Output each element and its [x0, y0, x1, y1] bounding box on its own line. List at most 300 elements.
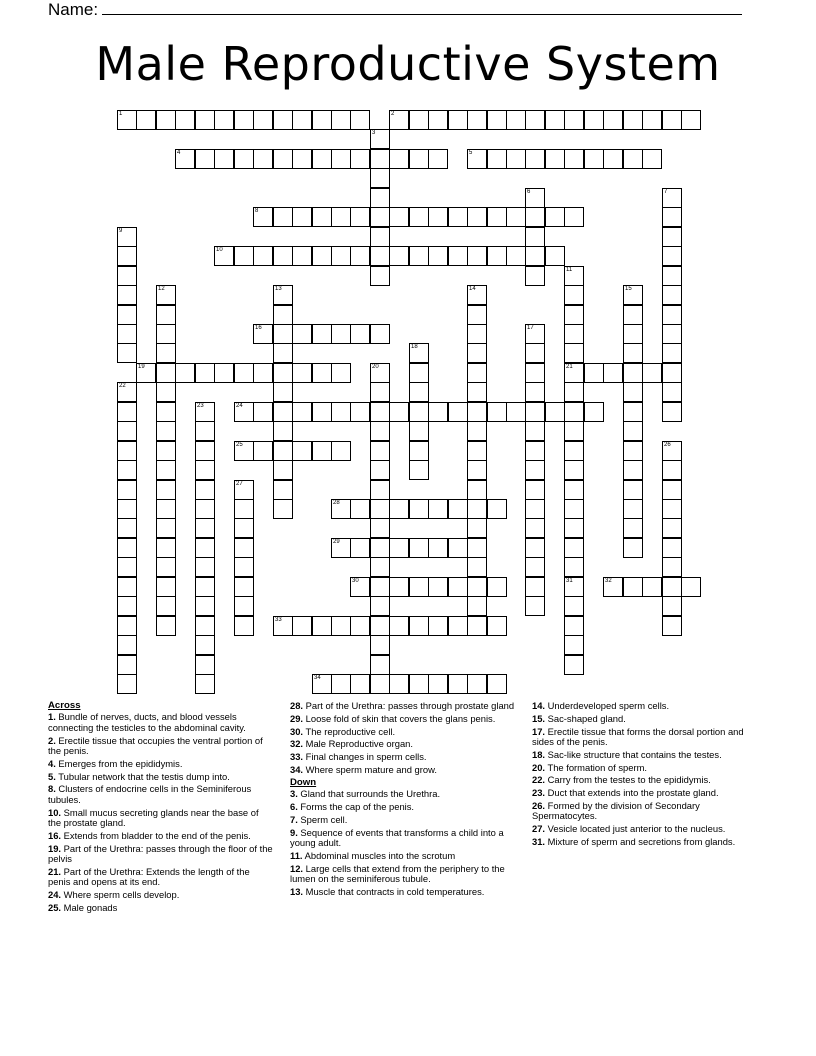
grid-cell[interactable]	[117, 538, 137, 558]
grid-cell[interactable]	[156, 421, 176, 441]
grid-cell[interactable]	[409, 577, 429, 597]
grid-cell[interactable]	[467, 538, 487, 558]
grid-cell[interactable]	[448, 616, 468, 636]
grid-cell[interactable]	[467, 324, 487, 344]
grid-cell[interactable]	[117, 480, 137, 500]
grid-cell[interactable]	[389, 402, 409, 422]
grid-cell[interactable]	[136, 363, 156, 383]
grid-cell[interactable]	[662, 538, 682, 558]
grid-cell[interactable]	[273, 616, 293, 636]
grid-cell[interactable]	[195, 149, 215, 169]
name-field[interactable]	[48, 0, 742, 20]
grid-cell[interactable]	[506, 110, 526, 130]
grid-cell[interactable]	[564, 285, 584, 305]
grid-cell[interactable]	[117, 499, 137, 519]
grid-cell[interactable]	[156, 460, 176, 480]
grid-cell[interactable]	[370, 402, 390, 422]
grid-cell[interactable]	[525, 207, 545, 227]
grid-cell[interactable]	[273, 421, 293, 441]
grid-cell[interactable]	[467, 480, 487, 500]
grid-cell[interactable]	[175, 110, 195, 130]
grid-cell[interactable]	[525, 363, 545, 383]
grid-cell[interactable]	[564, 441, 584, 461]
grid-cell[interactable]	[195, 499, 215, 519]
grid-cell[interactable]	[525, 246, 545, 266]
grid-cell[interactable]	[662, 382, 682, 402]
grid-cell[interactable]	[525, 499, 545, 519]
grid-cell[interactable]	[409, 460, 429, 480]
grid-cell[interactable]	[331, 363, 351, 383]
grid-cell[interactable]	[195, 480, 215, 500]
grid-cell[interactable]	[662, 266, 682, 286]
grid-cell[interactable]	[564, 538, 584, 558]
grid-cell[interactable]	[370, 421, 390, 441]
grid-cell[interactable]	[156, 557, 176, 577]
grid-cell[interactable]	[584, 402, 604, 422]
grid-cell[interactable]	[350, 246, 370, 266]
grid-cell[interactable]	[370, 655, 390, 675]
grid-cell[interactable]	[506, 246, 526, 266]
grid-cell[interactable]	[253, 246, 273, 266]
grid-cell[interactable]	[564, 460, 584, 480]
grid-cell[interactable]	[428, 207, 448, 227]
grid-cell[interactable]	[234, 363, 254, 383]
grid-cell[interactable]	[214, 363, 234, 383]
grid-cell[interactable]	[409, 441, 429, 461]
grid-cell[interactable]	[564, 557, 584, 577]
grid-cell[interactable]	[117, 402, 137, 422]
grid-cell[interactable]	[117, 305, 137, 325]
grid-cell[interactable]	[273, 324, 293, 344]
grid-cell[interactable]	[564, 635, 584, 655]
grid-cell[interactable]	[409, 421, 429, 441]
grid-cell[interactable]	[370, 324, 390, 344]
grid-cell[interactable]	[603, 149, 623, 169]
grid-cell[interactable]	[564, 518, 584, 538]
grid-cell[interactable]	[409, 207, 429, 227]
grid-cell[interactable]	[662, 188, 682, 208]
grid-cell[interactable]	[156, 577, 176, 597]
grid-cell[interactable]	[467, 285, 487, 305]
grid-cell[interactable]	[370, 635, 390, 655]
grid-cell[interactable]	[487, 149, 507, 169]
name-blank-line[interactable]	[102, 0, 742, 15]
grid-cell[interactable]	[623, 538, 643, 558]
grid-cell[interactable]	[156, 441, 176, 461]
grid-cell[interactable]	[662, 518, 682, 538]
grid-cell[interactable]	[545, 402, 565, 422]
grid-cell[interactable]	[564, 402, 584, 422]
grid-cell[interactable]	[409, 538, 429, 558]
grid-cell[interactable]	[623, 149, 643, 169]
grid-cell[interactable]	[195, 596, 215, 616]
grid-cell[interactable]	[117, 110, 137, 130]
grid-cell[interactable]	[564, 305, 584, 325]
grid-cell[interactable]	[389, 616, 409, 636]
grid-cell[interactable]	[292, 246, 312, 266]
grid-cell[interactable]	[525, 149, 545, 169]
grid-cell[interactable]	[273, 460, 293, 480]
grid-cell[interactable]	[467, 441, 487, 461]
grid-cell[interactable]	[370, 441, 390, 461]
grid-cell[interactable]	[312, 110, 332, 130]
grid-cell[interactable]	[273, 382, 293, 402]
grid-cell[interactable]	[623, 285, 643, 305]
grid-cell[interactable]	[156, 616, 176, 636]
grid-cell[interactable]	[642, 149, 662, 169]
grid-cell[interactable]	[117, 382, 137, 402]
grid-cell[interactable]	[312, 246, 332, 266]
grid-cell[interactable]	[525, 441, 545, 461]
grid-cell[interactable]	[331, 246, 351, 266]
grid-cell[interactable]	[195, 421, 215, 441]
grid-cell[interactable]	[487, 616, 507, 636]
grid-cell[interactable]	[312, 674, 332, 694]
grid-cell[interactable]	[370, 480, 390, 500]
grid-cell[interactable]	[448, 110, 468, 130]
grid-cell[interactable]	[117, 596, 137, 616]
grid-cell[interactable]	[409, 402, 429, 422]
grid-cell[interactable]	[331, 499, 351, 519]
grid-cell[interactable]	[623, 518, 643, 538]
grid-cell[interactable]	[312, 207, 332, 227]
grid-cell[interactable]	[603, 577, 623, 597]
grid-cell[interactable]	[506, 207, 526, 227]
grid-cell[interactable]	[195, 674, 215, 694]
grid-cell[interactable]	[117, 674, 137, 694]
grid-cell[interactable]	[234, 246, 254, 266]
grid-cell[interactable]	[234, 538, 254, 558]
grid-cell[interactable]	[564, 343, 584, 363]
grid-cell[interactable]	[292, 207, 312, 227]
grid-cell[interactable]	[273, 149, 293, 169]
grid-cell[interactable]	[564, 499, 584, 519]
grid-cell[interactable]	[525, 188, 545, 208]
grid-cell[interactable]	[506, 149, 526, 169]
grid-cell[interactable]	[623, 324, 643, 344]
grid-cell[interactable]	[525, 110, 545, 130]
grid-cell[interactable]	[350, 616, 370, 636]
grid-cell[interactable]	[409, 499, 429, 519]
grid-cell[interactable]	[350, 110, 370, 130]
grid-cell[interactable]	[234, 441, 254, 461]
grid-cell[interactable]	[156, 480, 176, 500]
grid-cell[interactable]	[117, 343, 137, 363]
grid-cell[interactable]	[623, 499, 643, 519]
grid-cell[interactable]	[428, 577, 448, 597]
grid-cell[interactable]	[331, 674, 351, 694]
grid-cell[interactable]	[467, 674, 487, 694]
grid-cell[interactable]	[253, 441, 273, 461]
grid-cell[interactable]	[428, 674, 448, 694]
grid-cell[interactable]	[350, 674, 370, 694]
grid-cell[interactable]	[662, 305, 682, 325]
grid-cell[interactable]	[292, 363, 312, 383]
grid-cell[interactable]	[370, 246, 390, 266]
grid-cell[interactable]	[428, 499, 448, 519]
grid-cell[interactable]	[331, 207, 351, 227]
grid-cell[interactable]	[195, 441, 215, 461]
grid-cell[interactable]	[623, 402, 643, 422]
grid-cell[interactable]	[428, 110, 448, 130]
grid-cell[interactable]	[370, 382, 390, 402]
grid-cell[interactable]	[273, 441, 293, 461]
grid-cell[interactable]	[117, 635, 137, 655]
grid-cell[interactable]	[662, 285, 682, 305]
grid-cell[interactable]	[662, 363, 682, 383]
grid-cell[interactable]	[623, 382, 643, 402]
grid-cell[interactable]	[428, 538, 448, 558]
grid-cell[interactable]	[273, 305, 293, 325]
grid-cell[interactable]	[370, 149, 390, 169]
grid-cell[interactable]	[467, 382, 487, 402]
grid-cell[interactable]	[350, 207, 370, 227]
grid-cell[interactable]	[273, 285, 293, 305]
grid-cell[interactable]	[117, 324, 137, 344]
grid-cell[interactable]	[525, 577, 545, 597]
grid-cell[interactable]	[448, 538, 468, 558]
grid-cell[interactable]	[448, 207, 468, 227]
grid-cell[interactable]	[136, 110, 156, 130]
grid-cell[interactable]	[234, 499, 254, 519]
grid-cell[interactable]	[234, 480, 254, 500]
grid-cell[interactable]	[292, 110, 312, 130]
grid-cell[interactable]	[370, 674, 390, 694]
grid-cell[interactable]	[642, 110, 662, 130]
grid-cell[interactable]	[156, 538, 176, 558]
grid-cell[interactable]	[564, 363, 584, 383]
grid-cell[interactable]	[117, 441, 137, 461]
grid-cell[interactable]	[448, 499, 468, 519]
grid-cell[interactable]	[525, 343, 545, 363]
grid-cell[interactable]	[253, 149, 273, 169]
grid-cell[interactable]	[564, 324, 584, 344]
grid-cell[interactable]	[681, 577, 701, 597]
grid-cell[interactable]	[487, 674, 507, 694]
grid-cell[interactable]	[292, 441, 312, 461]
grid-cell[interactable]	[467, 518, 487, 538]
grid-cell[interactable]	[253, 363, 273, 383]
grid-cell[interactable]	[467, 499, 487, 519]
grid-cell[interactable]	[662, 324, 682, 344]
grid-cell[interactable]	[292, 402, 312, 422]
grid-cell[interactable]	[525, 421, 545, 441]
grid-cell[interactable]	[428, 149, 448, 169]
grid-cell[interactable]	[195, 538, 215, 558]
grid-cell[interactable]	[428, 402, 448, 422]
grid-cell[interactable]	[662, 596, 682, 616]
grid-cell[interactable]	[662, 402, 682, 422]
grid-cell[interactable]	[448, 577, 468, 597]
grid-cell[interactable]	[234, 149, 254, 169]
grid-cell[interactable]	[117, 616, 137, 636]
grid-cell[interactable]	[623, 577, 643, 597]
grid-cell[interactable]	[525, 266, 545, 286]
grid-cell[interactable]	[253, 110, 273, 130]
grid-cell[interactable]	[117, 557, 137, 577]
grid-cell[interactable]	[214, 246, 234, 266]
grid-cell[interactable]	[409, 674, 429, 694]
grid-cell[interactable]	[234, 616, 254, 636]
grid-cell[interactable]	[273, 480, 293, 500]
grid-cell[interactable]	[409, 149, 429, 169]
grid-cell[interactable]	[487, 499, 507, 519]
grid-cell[interactable]	[234, 577, 254, 597]
grid-cell[interactable]	[273, 246, 293, 266]
grid-cell[interactable]	[273, 363, 293, 383]
grid-cell[interactable]	[487, 110, 507, 130]
grid-cell[interactable]	[312, 616, 332, 636]
grid-cell[interactable]	[370, 460, 390, 480]
grid-cell[interactable]	[331, 616, 351, 636]
grid-cell[interactable]	[195, 655, 215, 675]
grid-cell[interactable]	[253, 402, 273, 422]
grid-cell[interactable]	[662, 577, 682, 597]
grid-cell[interactable]	[467, 149, 487, 169]
grid-cell[interactable]	[117, 421, 137, 441]
grid-cell[interactable]	[156, 324, 176, 344]
grid-cell[interactable]	[448, 246, 468, 266]
grid-cell[interactable]	[525, 460, 545, 480]
grid-cell[interactable]	[525, 382, 545, 402]
grid-cell[interactable]	[409, 616, 429, 636]
grid-cell[interactable]	[156, 285, 176, 305]
grid-cell[interactable]	[389, 538, 409, 558]
grid-cell[interactable]	[467, 421, 487, 441]
grid-cell[interactable]	[331, 324, 351, 344]
grid-cell[interactable]	[603, 363, 623, 383]
grid-cell[interactable]	[234, 110, 254, 130]
grid-cell[interactable]	[370, 168, 390, 188]
grid-cell[interactable]	[370, 616, 390, 636]
grid-cell[interactable]	[409, 246, 429, 266]
grid-cell[interactable]	[545, 149, 565, 169]
grid-cell[interactable]	[117, 655, 137, 675]
grid-cell[interactable]	[389, 207, 409, 227]
grid-cell[interactable]	[506, 402, 526, 422]
grid-cell[interactable]	[564, 266, 584, 286]
grid-cell[interactable]	[545, 246, 565, 266]
grid-cell[interactable]	[273, 110, 293, 130]
grid-cell[interactable]	[234, 557, 254, 577]
grid-cell[interactable]	[370, 129, 390, 149]
grid-cell[interactable]	[545, 110, 565, 130]
grid-cell[interactable]	[195, 460, 215, 480]
grid-cell[interactable]	[234, 596, 254, 616]
grid-cell[interactable]	[623, 441, 643, 461]
grid-cell[interactable]	[156, 343, 176, 363]
grid-cell[interactable]	[312, 441, 332, 461]
grid-cell[interactable]	[273, 343, 293, 363]
grid-cell[interactable]	[467, 557, 487, 577]
grid-cell[interactable]	[662, 480, 682, 500]
grid-cell[interactable]	[234, 402, 254, 422]
grid-cell[interactable]	[428, 246, 448, 266]
grid-cell[interactable]	[350, 499, 370, 519]
grid-cell[interactable]	[487, 246, 507, 266]
grid-cell[interactable]	[370, 596, 390, 616]
grid-cell[interactable]	[214, 149, 234, 169]
grid-cell[interactable]	[389, 674, 409, 694]
grid-cell[interactable]	[662, 207, 682, 227]
grid-cell[interactable]	[331, 149, 351, 169]
grid-cell[interactable]	[350, 402, 370, 422]
grid-cell[interactable]	[195, 635, 215, 655]
grid-cell[interactable]	[117, 227, 137, 247]
grid-cell[interactable]	[467, 207, 487, 227]
grid-cell[interactable]	[370, 363, 390, 383]
grid-cell[interactable]	[156, 499, 176, 519]
grid-cell[interactable]	[467, 363, 487, 383]
grid-cell[interactable]	[467, 343, 487, 363]
grid-cell[interactable]	[564, 616, 584, 636]
grid-cell[interactable]	[331, 441, 351, 461]
grid-cell[interactable]	[525, 402, 545, 422]
grid-cell[interactable]	[584, 149, 604, 169]
grid-cell[interactable]	[623, 421, 643, 441]
grid-cell[interactable]	[234, 518, 254, 538]
grid-cell[interactable]	[623, 363, 643, 383]
grid-cell[interactable]	[525, 557, 545, 577]
grid-cell[interactable]	[253, 207, 273, 227]
grid-cell[interactable]	[370, 266, 390, 286]
grid-cell[interactable]	[564, 655, 584, 675]
grid-cell[interactable]	[603, 110, 623, 130]
grid-cell[interactable]	[195, 616, 215, 636]
grid-cell[interactable]	[662, 499, 682, 519]
grid-cell[interactable]	[156, 518, 176, 538]
grid-cell[interactable]	[292, 324, 312, 344]
grid-cell[interactable]	[564, 480, 584, 500]
grid-cell[interactable]	[662, 246, 682, 266]
grid-cell[interactable]	[175, 149, 195, 169]
grid-cell[interactable]	[525, 227, 545, 247]
grid-cell[interactable]	[662, 616, 682, 636]
grid-cell[interactable]	[312, 149, 332, 169]
grid-cell[interactable]	[117, 246, 137, 266]
grid-cell[interactable]	[467, 577, 487, 597]
grid-cell[interactable]	[564, 421, 584, 441]
grid-cell[interactable]	[564, 382, 584, 402]
grid-cell[interactable]	[467, 402, 487, 422]
grid-cell[interactable]	[370, 207, 390, 227]
grid-cell[interactable]	[642, 363, 662, 383]
grid-cell[interactable]	[195, 557, 215, 577]
grid-cell[interactable]	[409, 363, 429, 383]
grid-cell[interactable]	[195, 402, 215, 422]
grid-cell[interactable]	[331, 538, 351, 558]
grid-cell[interactable]	[273, 499, 293, 519]
grid-cell[interactable]	[273, 207, 293, 227]
grid-cell[interactable]	[662, 227, 682, 247]
grid-cell[interactable]	[525, 538, 545, 558]
grid-cell[interactable]	[623, 480, 643, 500]
grid-cell[interactable]	[370, 227, 390, 247]
grid-cell[interactable]	[195, 577, 215, 597]
grid-cell[interactable]	[370, 557, 390, 577]
grid-cell[interactable]	[681, 110, 701, 130]
grid-cell[interactable]	[448, 674, 468, 694]
grid-cell[interactable]	[195, 110, 215, 130]
grid-cell[interactable]	[117, 266, 137, 286]
grid-cell[interactable]	[370, 518, 390, 538]
grid-cell[interactable]	[564, 110, 584, 130]
grid-cell[interactable]	[564, 577, 584, 597]
grid-cell[interactable]	[117, 577, 137, 597]
grid-cell[interactable]	[662, 343, 682, 363]
grid-cell[interactable]	[331, 110, 351, 130]
grid-cell[interactable]	[662, 557, 682, 577]
